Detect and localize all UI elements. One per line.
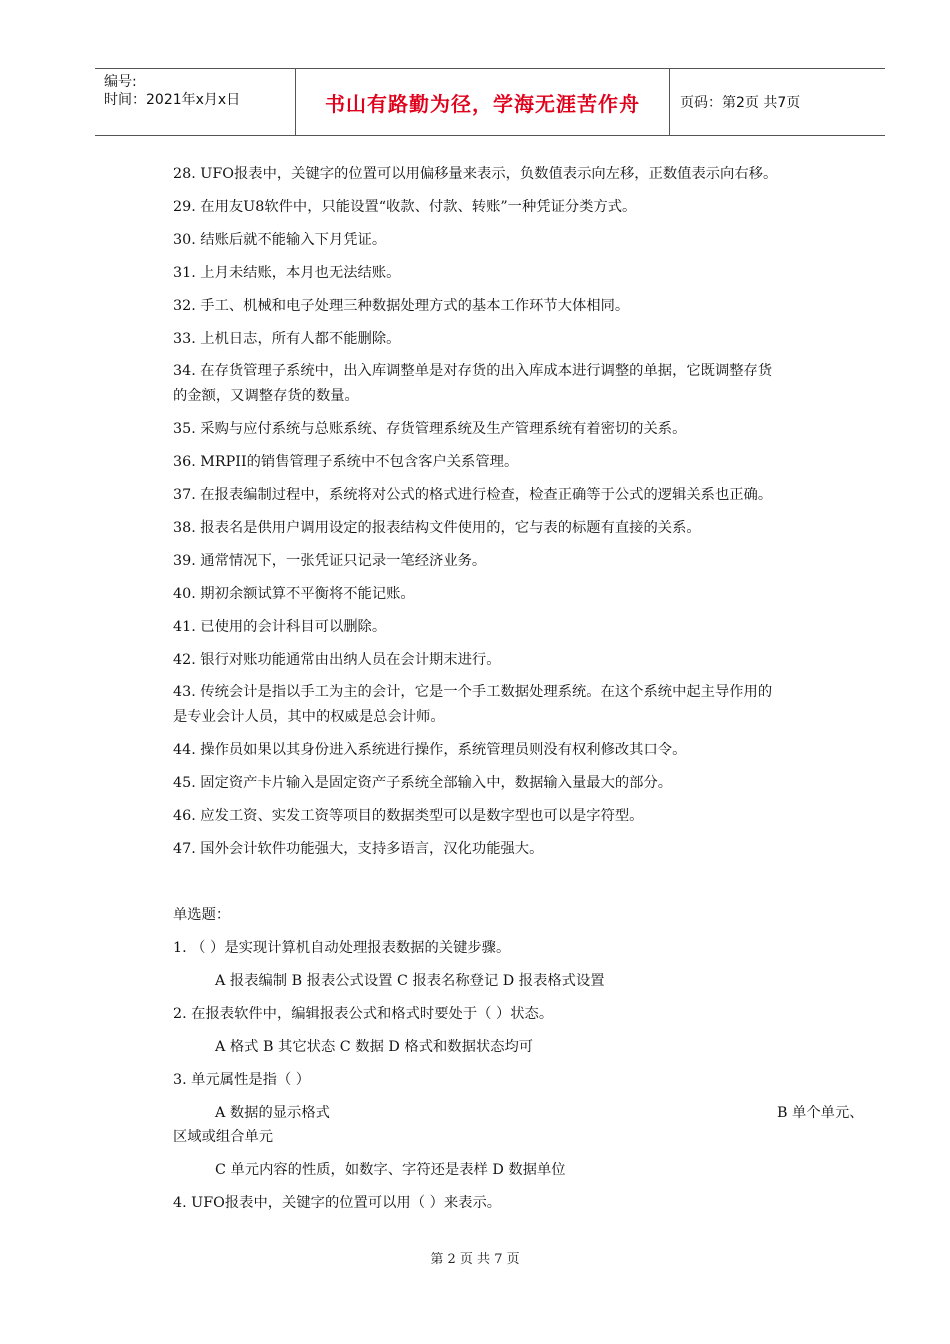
- question-34-cont: 的金额，又调整存货的数量。: [173, 388, 359, 404]
- question-42: 42. 银行对账功能通常由出纳人员在会计期末进行。: [173, 652, 501, 668]
- section-heading-single-choice: 单选题：: [173, 907, 231, 923]
- mc-question-3: 3. 单元属性是指（ ）: [173, 1072, 311, 1088]
- mc-question-2-options: A 格式 B 其它状态 C 数据 D 格式和数据状态均可: [215, 1039, 534, 1055]
- page-footer: 第 2 页 共 7 页: [430, 1252, 520, 1267]
- mc-question-2: 2. 在报表软件中，编辑报表公式和格式时要处于（ ）状态。: [173, 1006, 554, 1022]
- mc-question-3-option-b: B 单个单元、: [777, 1105, 864, 1121]
- mc-question-1-options: A 报表编制 B 报表公式设置 C 报表名称登记 D 报表格式设置: [215, 973, 605, 989]
- question-34: 34. 在存货管理子系统中，出入库调整单是对存货的出入库成本进行调整的单据，它既调整存货: [173, 363, 773, 379]
- question-38: 38. 报表名是供用户调用设定的报表结构文件使用的，它与表的标题有直接的关系。: [173, 520, 701, 536]
- document-time: 时间：2021年x月x日: [104, 92, 241, 108]
- question-44: 44. 操作员如果以其身份进入系统进行操作，系统管理员则没有权利修改其口令。: [173, 742, 687, 758]
- mc-question-3-option-a: A 数据的显示格式: [215, 1105, 330, 1121]
- question-28: 28. UFO报表中，关键字的位置可以用偏移量来表示，负数值表示向左移，正数值表示向右移。: [173, 166, 778, 182]
- question-47: 47. 国外会计软件功能强大，支持多语言，汉化功能强大。: [173, 841, 544, 857]
- question-33: 33. 上机日志，所有人都不能删除。: [173, 331, 401, 347]
- question-43: 43. 传统会计是指以手工为主的会计，它是一个手工数据处理系统。在这个系统中起主导作用的: [173, 684, 773, 700]
- question-46: 46. 应发工资、实发工资等项目的数据类型可以是数字型也可以是字符型。: [173, 808, 644, 824]
- page-header: [95, 68, 885, 136]
- question-31: 31. 上月未结账，本月也无法结账。: [173, 265, 401, 281]
- question-29: 29. 在用友U8软件中，只能设置“收款、付款、转账”一种凭证分类方式。: [173, 199, 637, 215]
- question-32: 32. 手工、机械和电子处理三种数据处理方式的基本工作环节大体相同。: [173, 298, 630, 314]
- question-43-cont: 是专业会计人员，其中的权威是总会计师。: [173, 709, 445, 725]
- question-40: 40. 期初余额试算不平衡将不能记账。: [173, 586, 415, 602]
- mc-question-4: 4. UFO报表中，关键字的位置可以用（ ）来表示。: [173, 1195, 502, 1211]
- document-number-label: 编号:: [104, 74, 137, 90]
- question-37: 37. 在报表编制过程中，系统将对公式的格式进行检查，检查正确等于公式的逻辑关系也正确。: [173, 487, 773, 503]
- question-45: 45. 固定资产卡片输入是固定资产子系统全部输入中，数据输入量最大的部分。: [173, 775, 673, 791]
- question-35: 35. 采购与应付系统与总账系统、存货管理系统及生产管理系统有着密切的关系。: [173, 421, 687, 437]
- question-30: 30. 结账后就不能输入下月凭证。: [173, 232, 387, 248]
- question-39: 39. 通常情况下，一张凭证只记录一笔经济业务。: [173, 553, 487, 569]
- mc-question-3-options-cd: C 单元内容的性质，如数字、字符还是表样 D 数据单位: [215, 1162, 566, 1178]
- question-41: 41. 已使用的会计科目可以删除。: [173, 619, 387, 635]
- header-page-info: 页码：第2页 共7页: [680, 95, 801, 111]
- mc-question-3-option-b-cont: 区域或组合单元: [173, 1129, 274, 1145]
- mc-question-1: 1. （ ）是实现计算机自动处理报表数据的关键步骤。: [173, 940, 511, 956]
- question-36: 36. MRPII的销售管理子系统中不包含客户关系管理。: [173, 454, 519, 470]
- header-meta: [95, 69, 296, 135]
- header-motto: 书山有路勤为径，学海无涯苦作舟: [296, 69, 670, 135]
